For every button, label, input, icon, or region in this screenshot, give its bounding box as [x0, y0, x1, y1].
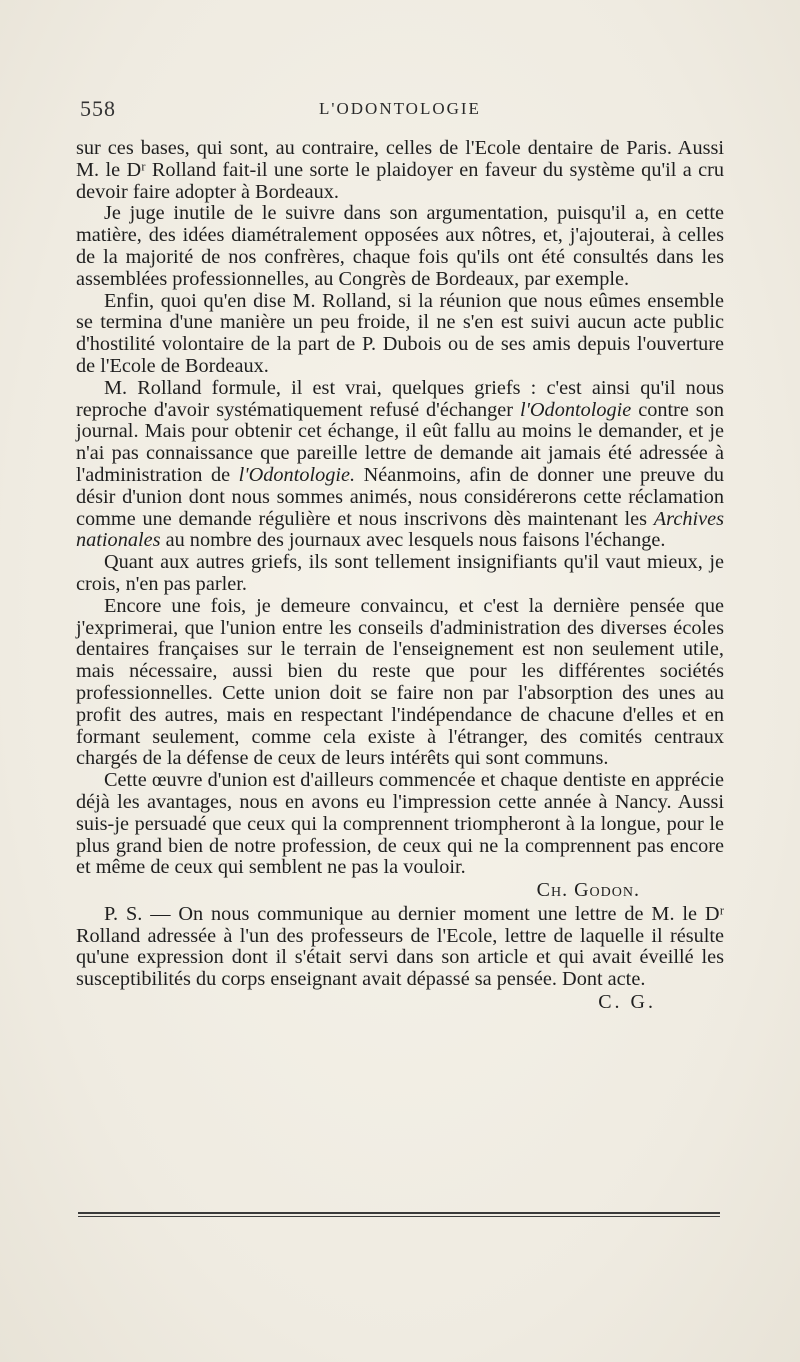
running-head: L'ODONTOLOGIE: [319, 99, 481, 118]
paragraph-1: sur ces bases, qui sont, au contraire, celles de l'Ecole dentaire de Paris. Aussi M. le Dʳ Rolland fait-il une sorte le plaidoyer en faveur du système qu'il a cru devoir faire adopter à Bordeaux.: [76, 137, 724, 203]
postscript-signature: C. G.: [598, 991, 656, 1014]
journal-title-odontologie: l'Odontologie: [519, 398, 632, 421]
author-signature: Ch. Godon.: [536, 879, 640, 902]
journal-title-odontologie-2: l'Odontologie.: [238, 463, 356, 486]
p4-text-b: contre son journal. Mais pour obtenir cet échange, il eût fallu au moins le demander, et je n'ai pas connaissance que pareille lettre de demande ait jamais été adressée à l'administration de: [76, 398, 724, 486]
paragraph-3: Enfin, quoi qu'en dise M. Rolland, si la réunion que nous eûmes ensemble se termina d'une manière un peu froide, il ne s'en est suivi aucun acte public d'hostilité volontaire de la part de P. Dubois ou de ses amis depuis l'ouverture de l'Ecole de Bordeaux.: [76, 289, 724, 377]
closing-rule-thick: [78, 1212, 720, 1214]
postscript: P. S. — On nous communique au dernier moment une lettre de M. le Dʳ Rolland adressée à l'un des professeurs de l'Ecole, lettre de laquelle il résulte qu'une expression dont il s'était servi dans son article et qui avait éveillé les susceptibilités du corps enseignant avait dépassé sa pensée. Dont acte.: [76, 902, 724, 991]
paragraph-4: [76, 378, 724, 552]
paragraph-7: Cette œuvre d'union est d'ailleurs commencée et chaque dentiste en apprécie déjà les avantages, nous en avons eu l'impression cette année à Nancy. Aussi suis-je persuadé que ceux qui la comprennent triompheront à la longue, pour le plus grand bien de notre profession, de ceux qui ne la comprennent pas encore et même de ceux qui semblent ne pas la vouloir.: [76, 769, 725, 879]
journal-title-archives: Archives nationales: [76, 507, 724, 552]
page-number: 558: [80, 96, 116, 121]
p4-text-c: Néanmoins, afin de donner une preuve du désir d'union dont nous sommes animés, nous considérerons cette réclamation comme une demande régulière et nous inscrivons dès maintenant les: [76, 463, 724, 530]
paragraph-5: Quant aux autres griefs, ils sont tellement insignifiants qu'il vaut mieux, je crois, n'en pas parler.: [76, 551, 724, 595]
closing-rule-thin: [78, 1216, 720, 1217]
p4-text-d: au nombre des journaux avec lesquels nous faisons l'échange.: [160, 529, 666, 552]
article-body: [76, 138, 724, 1014]
paragraph-2: Je juge inutile de le suivre dans son argumentation, puisqu'il a, en cette matière, des idées diamétralement opposées aux nôtres, et, j'ajouterai, à celles de la majorité de nos confrères, chaque fois qu'ils ont été consultés dans les assemblées professionnelles, au Congrès de Bordeaux, par exemple.: [76, 202, 724, 290]
page-header: [76, 96, 724, 126]
p4-text-a: M. Rolland formule, il est vrai, quelques griefs : c'est ainsi qu'il nous reproche d'avoir systématiquement refusé d'échanger: [76, 376, 724, 421]
paragraph-6: Encore une fois, je demeure convaincu, et c'est la dernière pensée que j'exprimerai, que l'union entre les conseils d'administration des diverses écoles dentaires françaises sur le terrain de l'enseignement est non seulement utile, mais nécessaire, aussi bien du reste que pour les différentes sociétés professionnelles. Cette union doit se faire non par l'absorption des unes au profit des autres, mais en respectant l'indépendance de chacune d'elles et en formant seulement, comme cela existe à l'étranger, des comités centraux chargés de la défense de ceux de leurs intérêts qui sont communs.: [76, 594, 724, 770]
